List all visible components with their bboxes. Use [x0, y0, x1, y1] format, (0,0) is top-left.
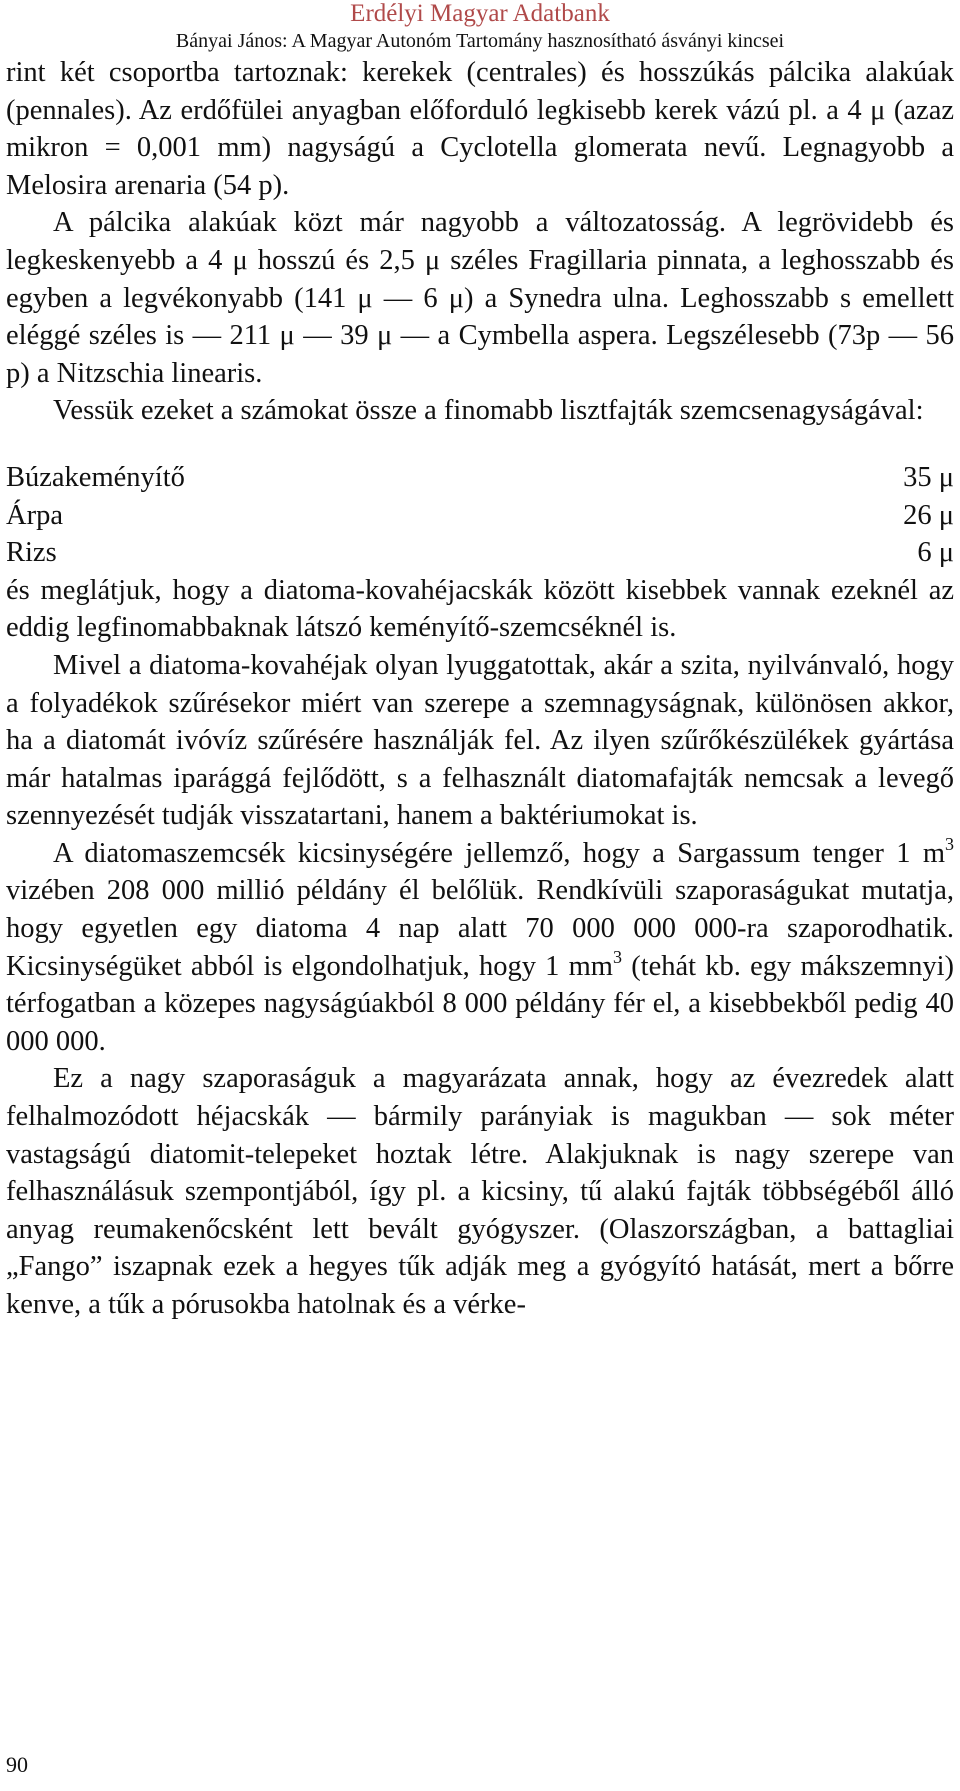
paragraph-5: Mivel a diatoma-kovahéjak olyan lyuggatottak, akár a szita, nyilvánvaló, hogy a folyadékok szűrésekor miért van szerepe a szemnagyságnak, különösen akkor, ha a diatomát ivóvíz szűrésére használják fel. Az ilyen szűrőkészülékek gyártása már hatalmas iparággá fejlődött, s a felhasznált diatomafajták nemcsak a levegő szennyezését tudják visszatartani, hanem a baktériumokat is. — [6, 649, 954, 832]
grain-name: Búzakeményítő — [6, 461, 185, 493]
grain-size: 35 μ — [903, 461, 954, 493]
table-row — [6, 459, 954, 497]
page-number: 90 — [6, 1752, 28, 1777]
grain-size: 26 μ — [903, 499, 954, 531]
book-title: Bányai János: A Magyar Autonóm Tartomány hasznosítható ásványi kincsei — [175, 30, 785, 52]
paragraph-2: A pálcika alakúak közt már nagyobb a változatosság. A legrövidebb és legkeskenyebb a 4 μ hosszú és 2,5 μ széles Fragillaria pinnata, a leghosszabb és egyben a legvékonyabb (141 μ — 6 μ) a Synedra ulna. Leghosszabb s emellett eléggé széles is — 211 μ — 39 μ — a Cymbella aspera. Legszélesebb (73p — 56 p) a Nitzschia linearis. — [6, 207, 954, 389]
paragraph-4: és meglátjuk, hogy a diatoma-kovahéjacskák között kisebbek vannak ezeknél az eddig legfinomabbaknak látszó keményítő-szemcséknél is. — [6, 574, 954, 644]
table-row — [6, 497, 954, 535]
body-text — [6, 54, 954, 1324]
site-title[interactable]: Erdélyi Magyar Adatbank — [350, 0, 610, 27]
paragraph-6-part-1: A diatomaszemcsék kicsinységére jellemző, hogy a Sargassum tenger 1 m — [53, 837, 945, 869]
grain-name: Árpa — [6, 499, 63, 531]
grain-size-table — [6, 459, 954, 572]
paragraph-6 — [6, 835, 954, 1061]
table-row — [6, 534, 954, 572]
paragraph-6-part-3: (tehát kb. egy mákszemnyi) térfogatban a közepes nagyságúakból 8 000 példány fér el, a kisebbekből pedig 40 000 000. — [6, 950, 955, 1057]
paragraph-3: Vessük ezeket a számokat össze a finomabb lisztfajták szemcsenagyságával: — [53, 395, 924, 427]
page-header — [0, 0, 960, 54]
superscript-cube: 3 — [945, 833, 954, 854]
paragraph-6-part-2: vizében 208 000 millió példány él belőlük. Rendkívüli szaporaságukat mutatja, hogy egyetlen egy diatoma 4 nap alatt 70 000 000 000-ra szaporodhatik. Kicsinységüket abból is elgondolhatjuk, hogy 1 mm — [6, 875, 954, 982]
superscript-cube: 3 — [612, 946, 622, 967]
paragraph-7: Ez a nagy szaporaságuk a magyarázata annak, hogy az évezredek alatt felhalmozódott héjacskák — bármily parányiak is magukban — sok méter vastagságú diatomit-telepeket hoztak létre. Alakjuknak is nagy szerepe van felhasználásuk szempontjából, így pl. a kicsiny, tű alakú fajták többségéből álló anyag reumakenőcsként lett bevált gyógyszer. (Olaszországban, a battagliai „Fango” iszapnak ezek a hegyes tűk adják meg a gyógyító hatását, mert a bőrre kenve, a tűk a pórusokba hatolnak és a vérke- — [6, 1063, 954, 1320]
grain-size: 6 μ — [917, 537, 954, 569]
paragraph-1: rint két csoportba tartoznak: kerekek (centrales) és hosszúkás pálcika alakúak (pennales). Az erdőfülei anyagban előforduló legkisebb kerek vázú pl. a 4 μ (azaz mikron = 0,001 mm) nagyságú a Cyclotella glomerata nevű. Legnagyobb a Melosira arenaria (54 p). — [6, 57, 954, 201]
grain-name: Rizs — [6, 537, 57, 569]
